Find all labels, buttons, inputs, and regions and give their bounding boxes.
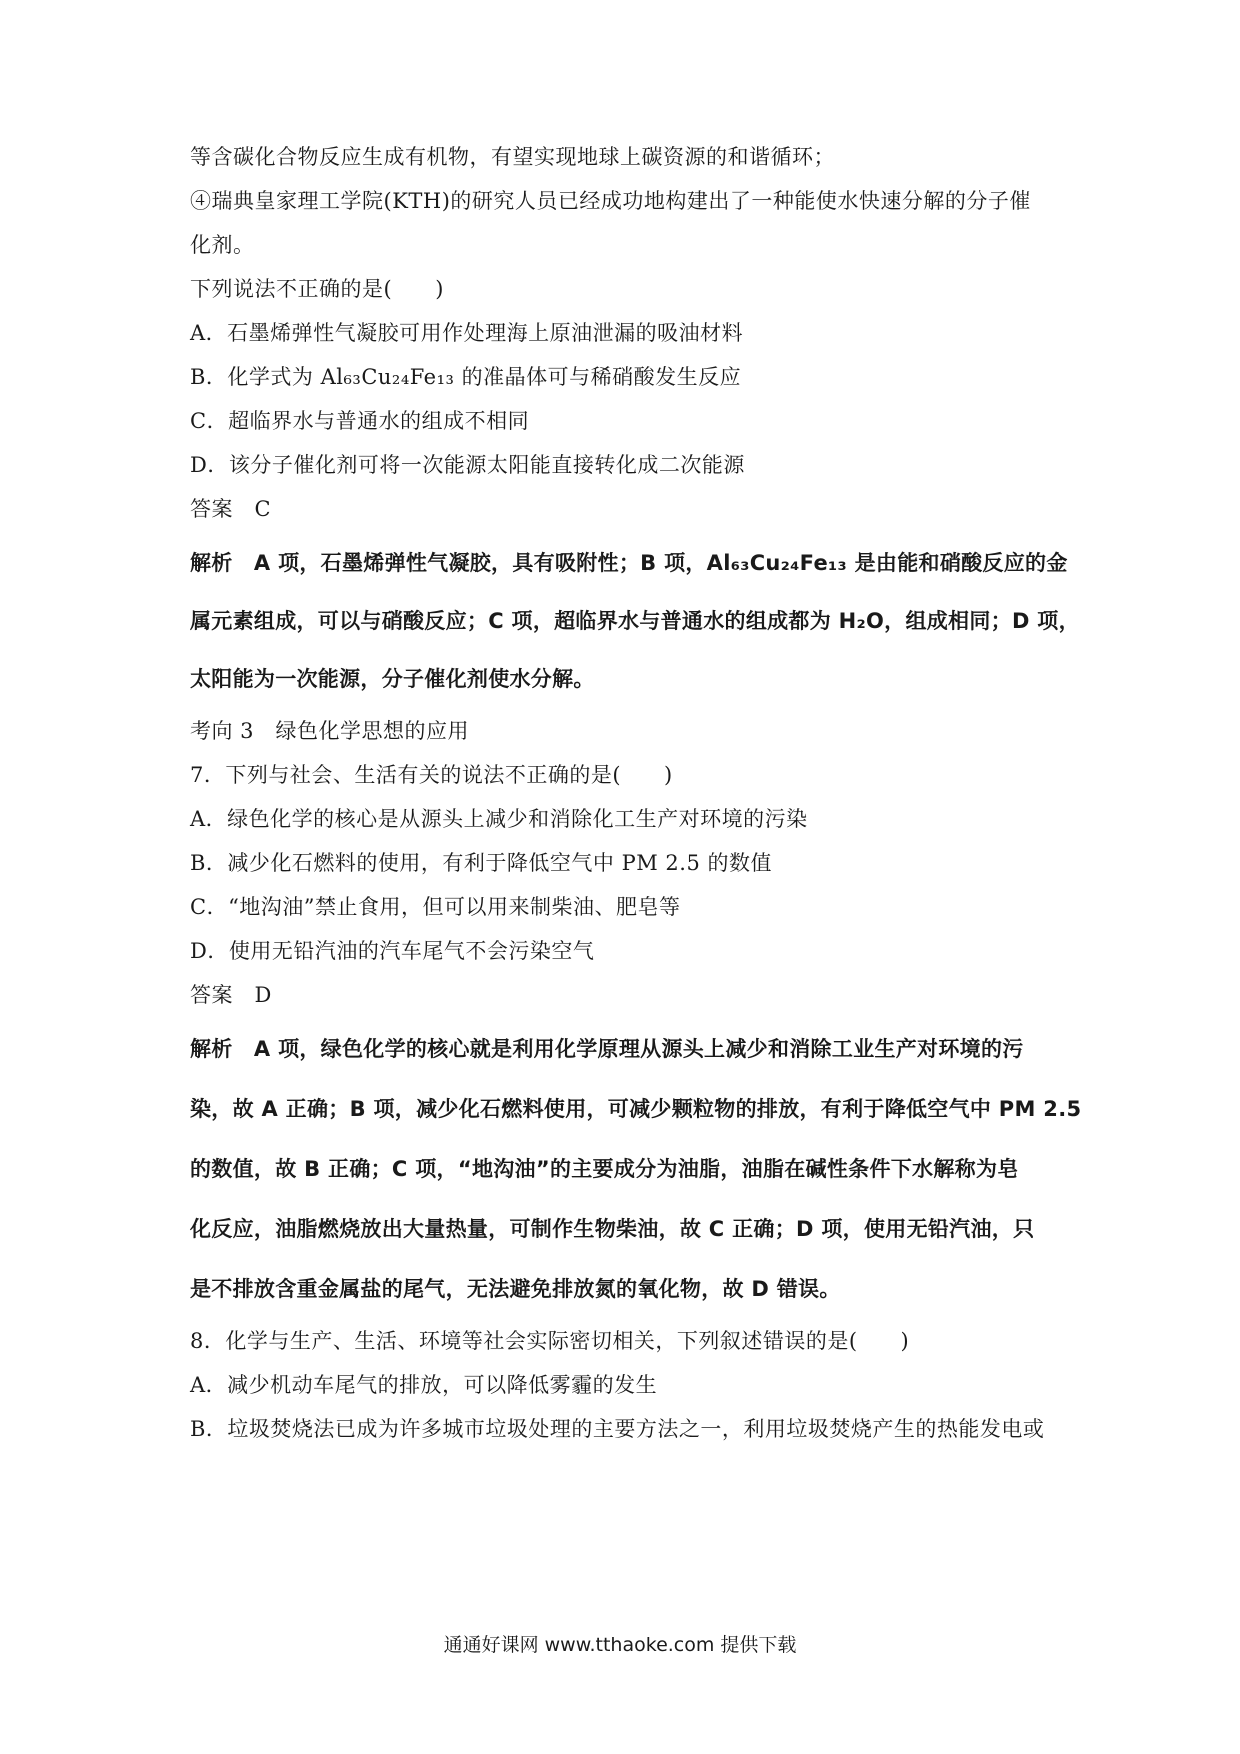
option-a: A．减少机动车尾气的排放，可以降低雾霾的发生 xyxy=(190,1373,658,1397)
text-line: 等含碳化合物反应生成有机物，有望实现地球上碳资源的和谐循环； xyxy=(190,145,835,169)
analysis-line: 染，故 A 正确；B 项，减少化石燃料使用，可减少颗粒物的排放，有利于降低空气中 PM 2.5 xyxy=(190,1097,1082,1121)
section-heading: 考向 3 绿色化学思想的应用 xyxy=(190,719,470,743)
option-c: C．“地沟油”禁止食用，但可以用来制柴油、肥皂等 xyxy=(190,895,681,919)
option-b: B．化学式为 Al₆₃Cu₂₄Fe₁₃ 的准晶体可与稀硝酸发生反应 xyxy=(190,365,742,389)
question-stem: 下列说法不正确的是( ) xyxy=(190,277,444,301)
question-stem: 7．下列与社会、生活有关的说法不正确的是( ) xyxy=(190,763,673,787)
page-footer: 通通好课网 www.tthaoke.com 提供下载 xyxy=(443,1634,797,1656)
option-b: B．垃圾焚烧法已成为许多城市垃圾处理的主要方法之一，利用垃圾焚烧产生的热能发电或 xyxy=(190,1417,1045,1441)
analysis-line: 的数值，故 B 正确；C 项，“地沟油”的主要成分为油脂，油脂在碱性条件下水解称为皂 xyxy=(190,1157,1019,1181)
analysis-line: 化反应，油脂燃烧放出大量热量，可制作生物柴油，故 C 正确；D 项，使用无铅汽油，只 xyxy=(190,1217,1035,1241)
analysis-line: 是不排放含重金属盐的尾气，无法避免排放氮的氧化物，故 D 错误。 xyxy=(190,1277,841,1301)
analysis-line: 属元素组成，可以与硝酸反应；C 项，超临界水与普通水的组成都为 H₂O，组成相同；D 项， xyxy=(190,609,1080,633)
text-line: 化剂。 xyxy=(190,233,255,257)
analysis-line: 太阳能为一次能源，分子催化剂使水分解。 xyxy=(190,667,595,691)
option-a: A．绿色化学的核心是从源头上减少和消除化工生产对环境的污染 xyxy=(190,807,808,831)
analysis-line: 解析 A 项，石墨烯弹性气凝胶，具有吸附性；B 项，Al₆₃Cu₂₄Fe₁₃ 是由能和硝酸反应的金 xyxy=(190,551,1068,575)
option-a: A．石墨烯弹性气凝胶可用作处理海上原油泄漏的吸油材料 xyxy=(190,321,744,345)
analysis-line: 解析 A 项，绿色化学的核心就是利用化学原理从源头上减少和消除工业生产对环境的污 xyxy=(190,1037,1024,1061)
question-stem: 8．化学与生产、生活、环境等社会实际密切相关，下列叙述错误的是( ) xyxy=(190,1329,910,1353)
answer-line: 答案 C xyxy=(190,497,272,521)
text-line: ④瑞典皇家理工学院(KTH)的研究人员已经成功地构建出了一种能使水快速分解的分子催 xyxy=(190,189,1031,213)
answer-line: 答案 D xyxy=(190,983,272,1007)
option-c: C．超临界水与普通水的组成不相同 xyxy=(190,409,530,433)
option-d: D．该分子催化剂可将一次能源太阳能直接转化成二次能源 xyxy=(190,453,745,477)
option-b: B．减少化石燃料的使用，有利于降低空气中 PM 2.5 的数值 xyxy=(190,851,772,875)
option-d: D．使用无铅汽油的汽车尾气不会污染空气 xyxy=(190,939,595,963)
